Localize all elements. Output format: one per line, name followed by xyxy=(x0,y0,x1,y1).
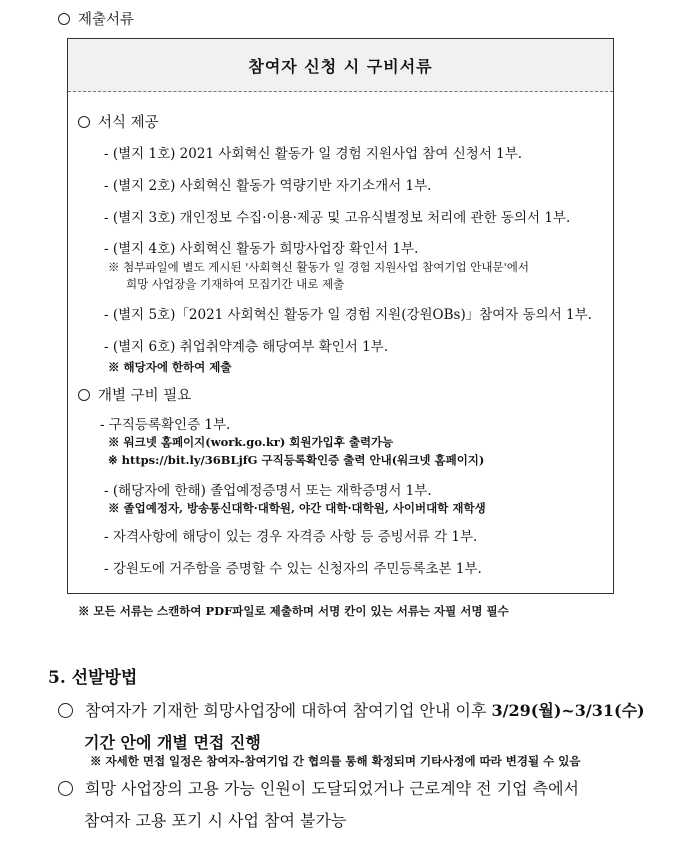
p1-prefix: 참여자가 기재한 희망사업장에 대하여 참여기업 안내 이후 xyxy=(85,701,492,720)
section2-title-text: 개별 구비 필요 xyxy=(98,388,192,404)
form-item-4-note-line2: 희망 사업장을 기재하여 모집기간 내로 제출 xyxy=(126,277,345,291)
individual-item-3: - 자격사항에 해당이 있는 경우 자격증 사항 등 증빙서류 각 1부. xyxy=(104,529,478,545)
scan-pdf-footnote: ※ 모든 서류는 스캔하여 PDF파일로 제출하며 서명 칸이 있는 서류는 자필 서명 필수 xyxy=(78,604,509,618)
circle-bullet-icon xyxy=(58,703,73,718)
form-item-4: - (별지 4호) 사회혁신 활동가 희망사업장 확인서 1부. xyxy=(104,241,419,257)
section2-title xyxy=(78,384,191,405)
form-item-5: - (별지 5호)「2021 사회혁신 활동가 일 경험 지원(강원OBs)」참여자 동의서 1부. xyxy=(104,307,592,323)
selection-paragraph-2-line1 xyxy=(58,776,579,799)
circle-bullet-icon xyxy=(58,781,73,796)
form-item-3: - (별지 3호) 개인정보 수집·이용·제공 및 고유식별정보 처리에 관한 동의서 1부. xyxy=(104,210,571,226)
interview-schedule-note: ※ 자세한 면접 일정은 참여자-참여기업 간 협의를 통해 확정되며 기타사정에 따라 변경될 수 있음 xyxy=(90,754,581,768)
section1-title xyxy=(78,111,159,132)
form-item-4-note-line1: ※ 첨부파일에 별도 게시된 '사회혁신 활동가 일 경험 지원사업 참여기업 안내문'에서 xyxy=(108,260,529,274)
submission-docs-heading xyxy=(58,8,134,29)
section1-title-text: 서식 제공 xyxy=(98,115,159,131)
individual-item-1-note1: ※ 워크넷 홈페이지(work.go.kr) 회원가입후 출력가능 xyxy=(108,435,394,449)
required-docs-box xyxy=(67,38,614,594)
circle-bullet-icon xyxy=(78,116,90,128)
box-title: 참여자 신청 시 구비서류 xyxy=(68,39,613,92)
individual-item-4: - 강원도에 거주함을 증명할 수 있는 신청자의 주민등록초본 1부. xyxy=(104,561,482,577)
heading-text: 제출서류 xyxy=(78,12,135,28)
selection-paragraph-2-line2: 참여자 고용 포기 시 사업 참여 불가능 xyxy=(84,811,347,830)
form-item-2: - (별지 2호) 사회혁신 활동가 역량기반 자기소개서 1부. xyxy=(104,178,432,194)
p2-line1-text: 희망 사업장의 고용 가능 인원이 도달되었거나 근로계약 전 기업 측에서 xyxy=(85,779,579,798)
form-item-6: - (별지 6호) 취업취약계층 해당여부 확인서 1부. xyxy=(104,339,389,355)
interview-dates: 3/29(월)~3/31(수) xyxy=(491,701,645,720)
selection-paragraph-1-line2: 기간 안에 개별 면접 진행 xyxy=(84,733,261,752)
form-item-6-note: ※ 해당자에 한하여 제출 xyxy=(108,360,232,374)
individual-item-1: - 구직등록확인증 1부. xyxy=(100,417,231,433)
individual-item-2-note: ※ 졸업예정자, 방송통신대학·대학원, 야간 대학·대학원, 사이버대학 재학생 xyxy=(108,501,486,515)
form-item-1: - (별지 1호) 2021 사회혁신 활동가 일 경험 지원사업 참여 신청서 1부. xyxy=(104,146,523,162)
individual-item-1-note2: ※ https://bit.ly/36BLjfG 구직등록확인증 출력 안내(워크넷 홈페이지) xyxy=(108,453,485,467)
circle-bullet-icon xyxy=(58,13,70,25)
individual-item-2: - (해당자에 한해) 졸업예정증명서 또는 재학증명서 1부. xyxy=(104,483,432,499)
section5-heading: 5. 선발방법 xyxy=(48,668,138,688)
circle-bullet-icon xyxy=(78,389,90,401)
selection-paragraph-1-line1 xyxy=(58,698,645,721)
